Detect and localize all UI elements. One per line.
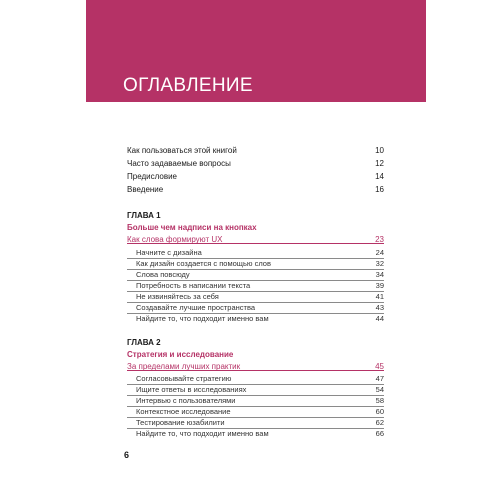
section-divider bbox=[127, 243, 384, 244]
toc-subentry-page: 39 bbox=[375, 281, 384, 290]
toc-subentry-page: 60 bbox=[375, 407, 384, 416]
toc-subentry-page: 34 bbox=[375, 270, 384, 279]
toc-subentry-page: 47 bbox=[375, 374, 384, 383]
toc-subentry-title: Интервью с пользователями bbox=[136, 396, 236, 405]
toc-entry-title: Часто задаваемые вопросы bbox=[127, 159, 231, 168]
toc-subentry-title: Контекстное исследование bbox=[136, 407, 231, 416]
section-divider bbox=[127, 370, 384, 371]
chapter-title: Больше чем надписи на кнопках bbox=[127, 223, 257, 232]
toc-subentry-title: Тестирование юзабилити bbox=[136, 418, 225, 427]
page-number: 6 bbox=[124, 450, 130, 460]
toc-subentry-page: 44 bbox=[375, 314, 384, 323]
chapter-label: ГЛАВА 1 bbox=[127, 211, 161, 220]
toc-section-page: 45 bbox=[375, 362, 384, 371]
toc-subentry-page: 43 bbox=[375, 303, 384, 312]
toc-subentry-title: Найдите то, что подходит именно вам bbox=[136, 314, 269, 323]
toc-subentry-title: Как дизайн создается с помощью слов bbox=[136, 259, 271, 268]
toc-subentry-title: Начните с дизайна bbox=[136, 248, 202, 257]
toc-entry-title: Предисловие bbox=[127, 172, 177, 181]
toc-subentry-page: 24 bbox=[375, 248, 384, 257]
toc-subentry-page: 32 bbox=[375, 259, 384, 268]
toc-subentry-title: Создавайте лучшие пространства bbox=[136, 303, 256, 312]
toc-subentry-title: Потребность в написании текста bbox=[136, 281, 251, 290]
toc-subentry-title: Слова повсюду bbox=[136, 270, 190, 279]
toc-subentry-title: Согласовывайте стратегию bbox=[136, 374, 232, 383]
toc-subentry-page: 62 bbox=[375, 418, 384, 427]
toc-entry-page: 10 bbox=[375, 146, 384, 155]
toc-subentry-page: 58 bbox=[375, 396, 384, 405]
toc-section-page: 23 bbox=[375, 235, 384, 244]
toc-entry-title: Введение bbox=[127, 185, 164, 194]
chapter-label: ГЛАВА 2 bbox=[127, 338, 161, 347]
toc-section-title: За пределами лучших практик bbox=[127, 362, 241, 371]
toc-subentry-page: 41 bbox=[375, 292, 384, 301]
toc-subentry-page: 54 bbox=[375, 385, 384, 394]
toc-entry-title: Как пользоваться этой книгой bbox=[127, 146, 237, 155]
toc-entry-page: 14 bbox=[375, 172, 384, 181]
toc-subentry-title: Ищите ответы в исследованиях bbox=[136, 385, 247, 394]
page-title: ОГЛАВЛЕНИЕ bbox=[123, 75, 253, 96]
toc-subentry-title: Не извиняйтесь за себя bbox=[136, 292, 219, 301]
toc-subentry-title: Найдите то, что подходит именно вам bbox=[136, 429, 269, 438]
toc-subentry-page: 66 bbox=[375, 429, 384, 438]
toc-entry-page: 12 bbox=[375, 159, 384, 168]
chapter-title: Стратегия и исследование bbox=[127, 350, 234, 359]
toc-section-title: Как слова формируют UX bbox=[127, 235, 223, 244]
toc-entry-page: 16 bbox=[375, 185, 384, 194]
